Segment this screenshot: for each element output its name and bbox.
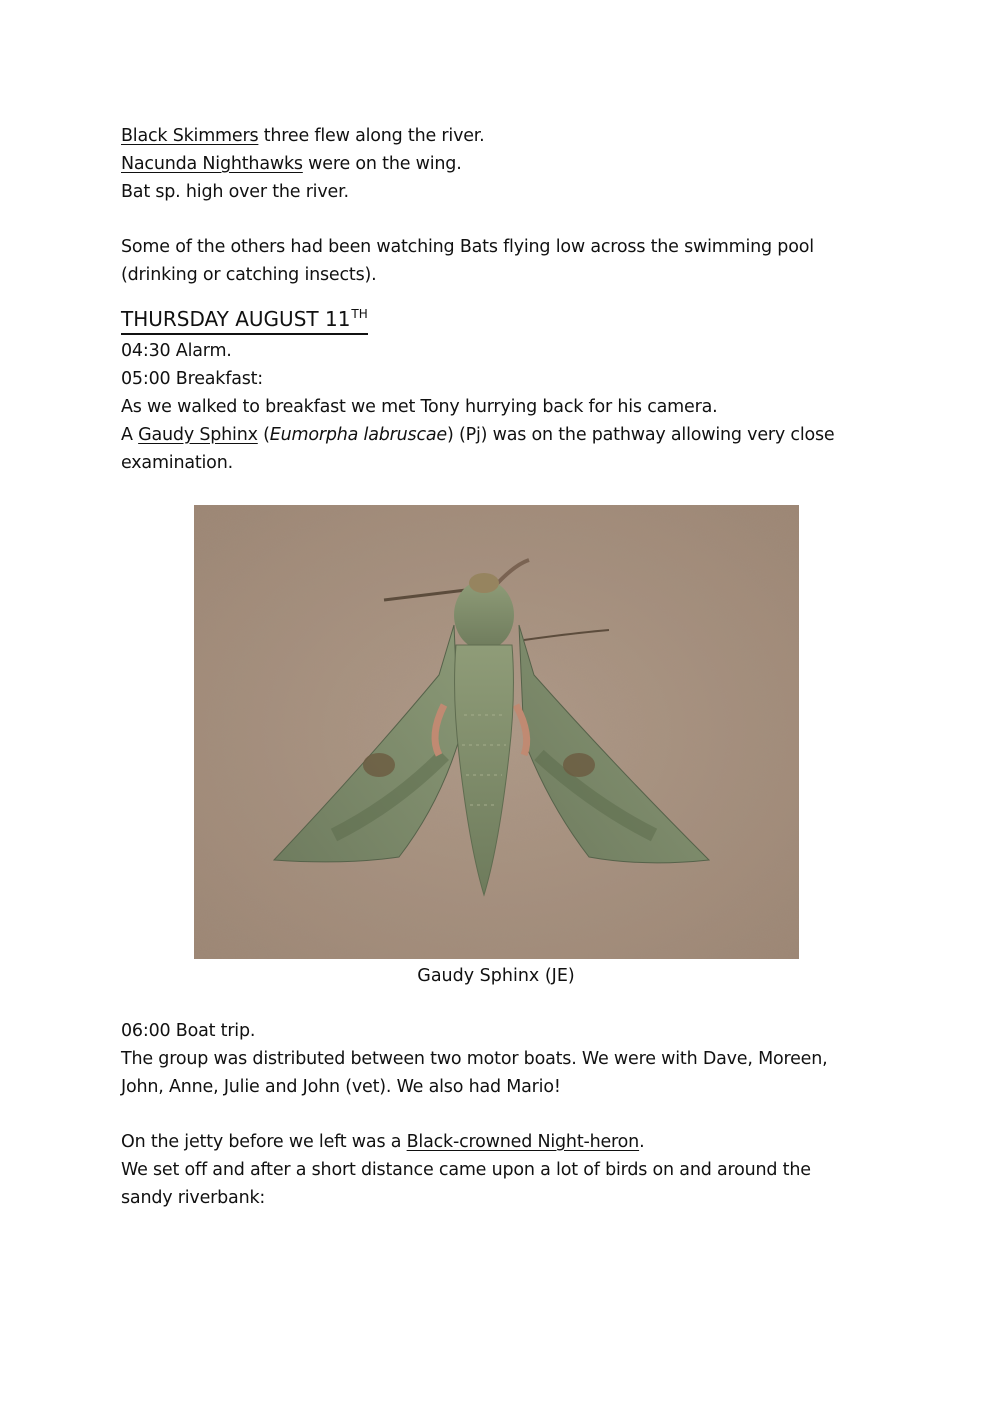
time-entry: 05:00 Breakfast:	[121, 369, 263, 389]
paragraph-line: On the jetty before we left was a Black-crowned Night-heron.	[121, 1132, 645, 1152]
species-name: Nacunda Nighthawks	[121, 154, 303, 174]
text-block-top	[121, 122, 881, 477]
paragraph-line: (drinking or catching insects).	[121, 265, 377, 285]
gaudy-sphinx-image	[194, 505, 799, 959]
day-heading: THURSDAY AUGUST 11TH	[121, 300, 368, 335]
paragraph-line: We set off and after a short distance came upon a lot of birds on and around the	[121, 1160, 811, 1180]
paragraph-line: sandy riverbank:	[121, 1188, 266, 1208]
time-entry: 06:00 Boat trip.	[121, 1021, 256, 1041]
sighting-line: Bat sp. high over the river.	[121, 182, 349, 202]
paragraph-line: The group was distributed between two motor boats. We were with Dave, Moreen,	[121, 1049, 828, 1069]
latin-name: Eumorpha labruscae	[269, 425, 447, 445]
moth-photo	[194, 505, 799, 959]
figure-caption: Gaudy Sphinx (JE)	[417, 966, 575, 986]
sighting-line: Black Skimmers three flew along the river.	[121, 126, 485, 146]
sighting-line: Nacunda Nighthawks were on the wing.	[121, 154, 462, 174]
paragraph-line: examination.	[121, 453, 233, 473]
text-block-bottom	[121, 1017, 891, 1212]
species-name: Gaudy Sphinx	[138, 425, 258, 445]
time-entry: 04:30 Alarm.	[121, 341, 232, 361]
species-name: Black-crowned Night-heron	[406, 1132, 640, 1152]
paragraph-line: As we walked to breakfast we met Tony hurrying back for his camera.	[121, 397, 718, 417]
paragraph-line: Some of the others had been watching Bats flying low across the swimming pool	[121, 237, 814, 257]
paragraph-line: John, Anne, Julie and John (vet). We also had Mario!	[121, 1077, 561, 1097]
paragraph-line: A Gaudy Sphinx (Eumorpha labruscae) (Pj) was on the pathway allowing very close	[121, 425, 835, 445]
species-name: Black Skimmers	[121, 126, 259, 146]
